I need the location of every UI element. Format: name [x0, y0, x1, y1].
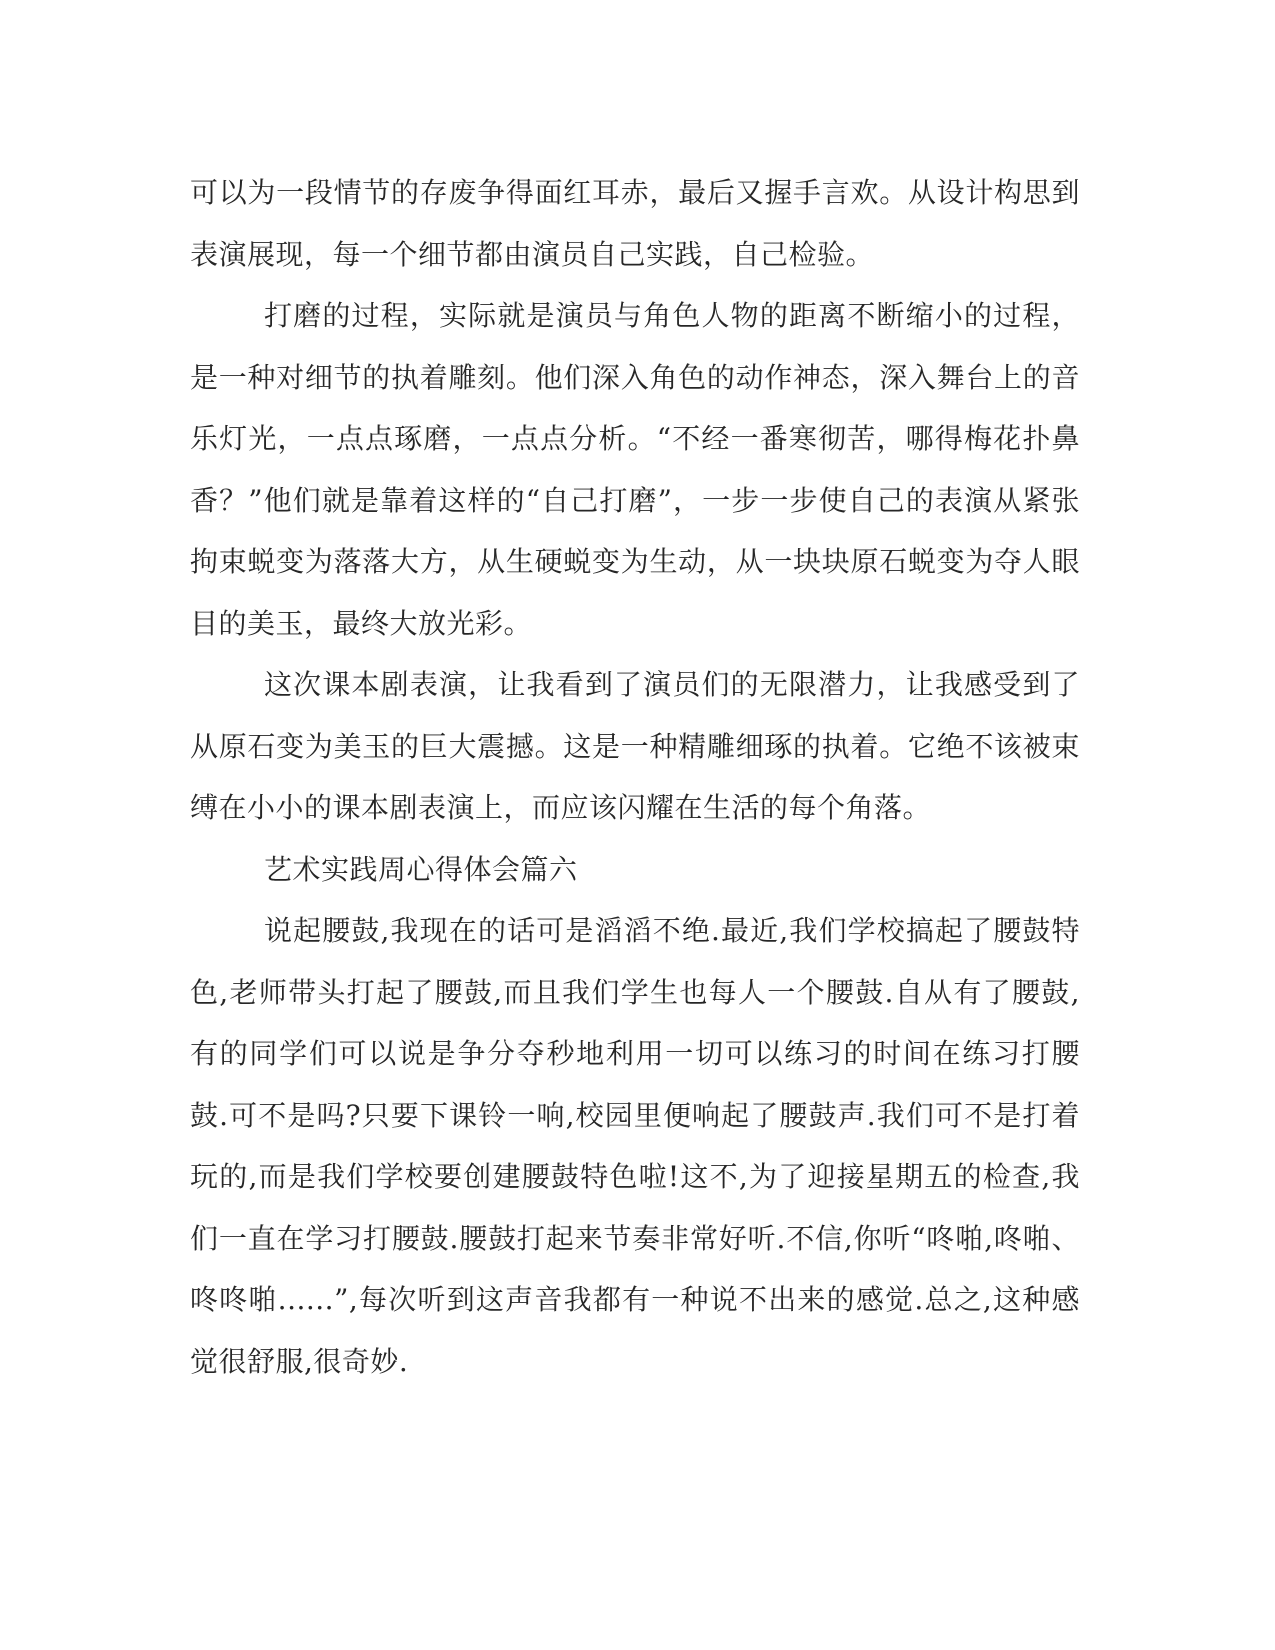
document-body: [190, 162, 1080, 1392]
paragraph-performance: 这次课本剧表演，让我看到了演员们的无限潜力，让我感受到了从原石变为美玉的巨大震撼。这是一种精雕细琢的执着。它绝不该被束缚在小小的课本剧表演上，而应该闪耀在生活的每个角落。: [190, 668, 1080, 824]
paragraph-continuation: 可以为一段情节的存废争得面红耳赤，最后又握手言欢。从设计构思到表演展现，每一个细节都由演员自己实践，自己检验。: [190, 176, 1080, 271]
paragraph-waist-drum: 说起腰鼓,我现在的话可是滔滔不绝.最近,我们学校搞起了腰鼓特色,老师带头打起了腰鼓,而且我们学生也每人一个腰鼓.自从有了腰鼓,有的同学们可以说是争分夺秒地利用一切可以练习的时间在练习打腰鼓.可不是吗?只要下课铃一响,校园里便响起了腰鼓声.我们可不是打着玩的,而是我们学校要创建腰鼓特色啦!这不,为了迎接星期五的检查,我们一直在学习打腰鼓.腰鼓打起来节奏非常好听.不信,你听“咚啪,咚啪、咚咚啪......”,每次听到这声音我都有一种说不出来的感觉.总之,这种感觉很舒服,很奇妙.: [190, 914, 1080, 1378]
section-heading: 艺术实践周心得体会篇六: [264, 852, 578, 886]
paragraph-polishing: 打磨的过程，实际就是演员与角色人物的距离不断缩小的过程，是一种对细节的执着雕刻。他们深入角色的动作神态，深入舞台上的音乐灯光，一点点琢磨，一点点分析。“不经一番寒彻苦，哪得梅花扑鼻香？”他们就是靠着这样的“自己打磨”，一步一步使自己的表演从紧张拘束蜕变为落落大方，从生硬蜕变为生动，从一块块原石蜕变为夺人眼目的美玉，最终大放光彩。: [190, 299, 1080, 640]
